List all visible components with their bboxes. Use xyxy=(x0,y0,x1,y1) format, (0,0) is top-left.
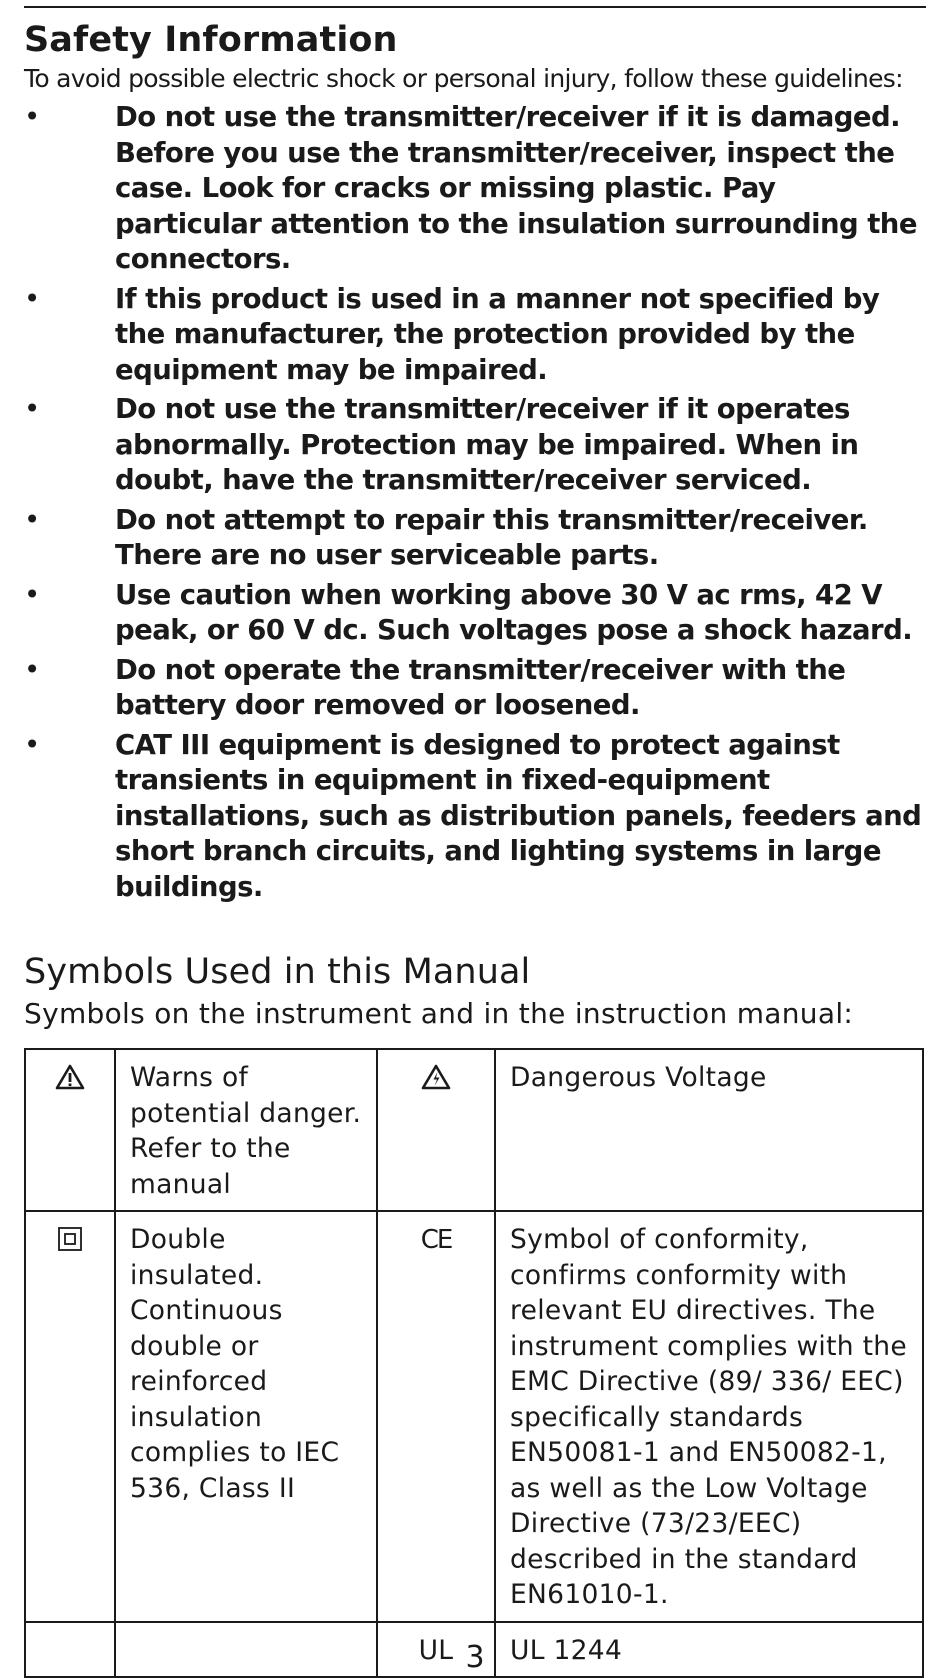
symbol-description: Symbol of conformity, confirms conformity with relevant EU directives. The instrument complies with the EMC Directive (89/ 336/ EEC) specifically standards EN50081-1 and EN50082-1, as well as the Low Voltage Directive (73/23/EEC) described in the standard EN61010-1. xyxy=(495,1211,923,1622)
bullet-icon: • xyxy=(24,578,40,611)
safety-guideline-text: If this product is used in a manner not specified by the manufacturer, the protection provided by the equipment may be impaired. xyxy=(115,282,880,386)
bullet-icon: • xyxy=(24,282,40,315)
symbol-description: Double insulated. Continuous double or reinforced insulation complies to IEC 536, Class II xyxy=(115,1211,377,1622)
safety-guideline-text: Do not use the transmitter/receiver if it operates abnormally. Protection may be impaired. When in doubt, have the transmitter/receiver serviced. xyxy=(115,393,859,496)
safety-guideline-text: Do not use the transmitter/receiver if it is damaged. Before you use the transmitter/receiver, inspect the case. Look for cracks or missing plastic. Pay particular attention to the insulation surrounding the connectors. xyxy=(115,101,917,275)
ce-mark-icon: CE xyxy=(420,1225,452,1255)
safety-guideline-item xyxy=(24,282,930,389)
symbol-description: UL 1244 xyxy=(495,1622,923,1678)
bullet-icon: • xyxy=(24,728,40,761)
symbol-cell xyxy=(377,1211,495,1622)
symbol-cell xyxy=(377,1049,495,1211)
table-row xyxy=(25,1211,923,1622)
symbol-description: Dangerous Voltage xyxy=(495,1049,923,1211)
safety-guideline-item xyxy=(24,653,930,724)
symbol-cell xyxy=(25,1211,115,1622)
safety-guideline-text: Do not attempt to repair this transmitter/receiver. There are no user serviceable parts. xyxy=(115,503,868,571)
bullet-icon: • xyxy=(24,393,40,425)
dangerous-voltage-icon xyxy=(421,1064,451,1090)
manual-page xyxy=(24,18,930,1678)
safety-guideline-item xyxy=(24,503,930,574)
safety-guidelines-list xyxy=(24,100,930,905)
double-insulated-icon xyxy=(57,1226,83,1252)
ul-mark-icon: UL xyxy=(418,1634,454,1666)
safety-intro: To avoid possible electric shock or personal injury, follow these guidelines: xyxy=(24,64,903,93)
safety-guideline-text: Use caution when working above 30 V ac rms, 42 V peak, or 60 V dc. Such voltages pose a shock hazard. xyxy=(115,578,913,646)
safety-guideline-item xyxy=(24,728,930,906)
safety-guideline-item xyxy=(24,578,930,649)
symbols-table xyxy=(24,1048,924,1678)
safety-guideline-text: Do not operate the transmitter/receiver with the battery door removed or loosened. xyxy=(115,653,846,721)
table-row xyxy=(25,1049,923,1211)
bullet-icon: • xyxy=(24,101,40,133)
bullet-icon: • xyxy=(24,653,40,686)
safety-guideline-item xyxy=(24,392,930,499)
symbols-title: Symbols Used in this Manual xyxy=(24,952,531,992)
symbol-cell xyxy=(25,1049,115,1211)
bullet-icon: • xyxy=(24,503,40,536)
safety-guideline-item xyxy=(24,100,930,278)
safety-guideline-text: CAT III equipment is designed to protect against transients in equipment in fixed-equipment installations, such as distribution panels, feeders and short branch circuits, and lighting systems in large buildings. xyxy=(115,728,922,903)
safety-title: Safety Information xyxy=(24,20,398,60)
symbol-description: Warns of potential danger. Refer to the manual xyxy=(115,1049,377,1211)
symbols-intro: Symbols on the instrument and in the instruction manual: xyxy=(24,997,854,1030)
page-number: 3 xyxy=(465,1640,485,1675)
top-rule xyxy=(24,6,926,8)
warning-triangle-icon xyxy=(55,1064,85,1090)
